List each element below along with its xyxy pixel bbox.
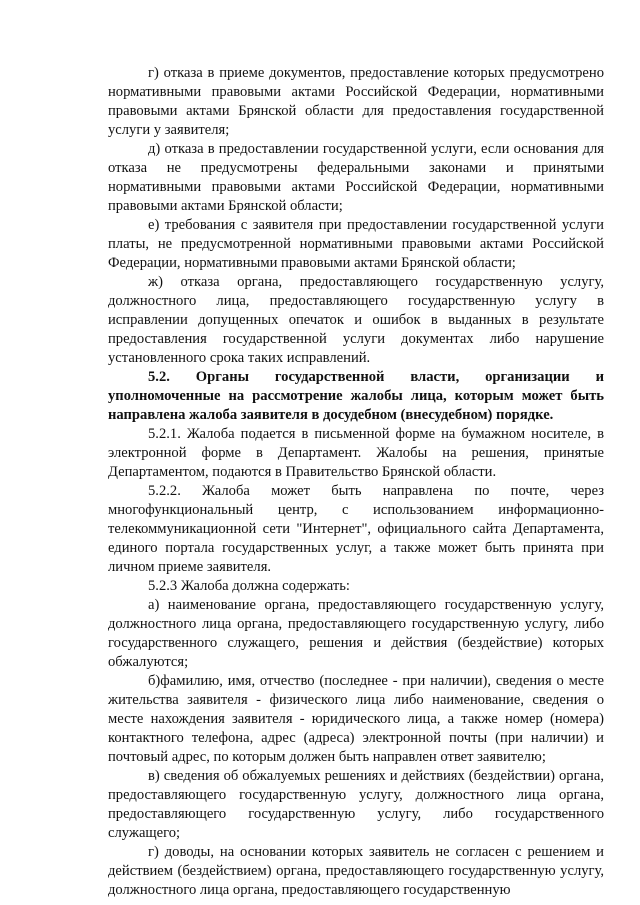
paragraph-5-2-3: 5.2.3 Жалоба должна содержать:: [148, 578, 350, 594]
section-heading-5-2: 5.2. Органы государственной власти, организации и уполномоченные на рассмотрение жалобы лица, которым может быть направлена жалоба заявителя в досудебном (внесудебном) порядке.: [108, 369, 604, 423]
document-body: [108, 64, 604, 900]
list-item-v: в) сведения об обжалуемых решениях и действиях (бездействии) органа, предоставляющего государственную услугу, должностного лица органа, предоставляющего государственную услугу, либо государственного служащего;: [108, 768, 604, 841]
paragraph-payment-requirement: е) требования с заявителя при предоставлении государственной услуги платы, не предусмотренной нормативными правовыми актами Российской Федерации, нормативными правовыми актами Брянской области;: [108, 217, 604, 271]
list-item-b: б)фамилию, имя, отчество (последнее - при наличии), сведения о месте жительства заявителя - физического лица либо наименование, сведения о месте нахождения заявителя - юридического лица, а также номер (номера) контактного телефона, адрес (адреса) электронной почты (при наличии) и почтовый адрес, по которым должен быть направлен ответ заявителю;: [108, 673, 604, 765]
paragraph-5-2-2: 5.2.2. Жалоба может быть направлена по почте, через многофункциональный центр, с использованием информационно-телекоммуникационной сети "Интернет", официального сайта Департамента, единого портала государственных услуг, а также может быть принята при личном приеме заявителя.: [108, 483, 604, 575]
paragraph-5-2-1: 5.2.1. Жалоба подается в письменной форме на бумажном носителе, в электронной форме в Департамент. Жалобы на решения, принятые Департаментом, подаются в Правительство Брянской области.: [108, 426, 604, 480]
paragraph-refusal-documents: г) отказа в приеме документов, предоставление которых предусмотрено нормативными правовыми актами Российской Федерации, нормативными правовыми актами Брянской области для предоставления государственной услуги у заявителя;: [108, 65, 604, 138]
list-item-g: г) доводы, на основании которых заявитель не согласен с решением и действием (бездействием) органа, предоставляющего государственную услугу, должностного лица органа, предоставляющего государственную: [108, 844, 604, 898]
paragraph-typo-correction: ж) отказа органа, предоставляющего государственную услугу, должностного лица, предоставляющего государственную услугу в исправлении допущенных опечаток и ошибок в выданных в результате предоставления государственной услуги документах либо нарушение установленного срока таких исправлений.: [108, 274, 604, 366]
list-item-a: а) наименование органа, предоставляющего государственную услугу, должностного лица органа, предоставляющего государственную услугу, либо государственного служащего, решения и действия (бездействие) которых обжалуются;: [108, 597, 604, 670]
paragraph-refusal-service: д) отказа в предоставлении государственной услуги, если основания для отказа не предусмотрены федеральными законами и принятыми нормативными правовыми актами Российской Федерации, нормативными правовыми актами Брянской области;: [108, 141, 604, 214]
